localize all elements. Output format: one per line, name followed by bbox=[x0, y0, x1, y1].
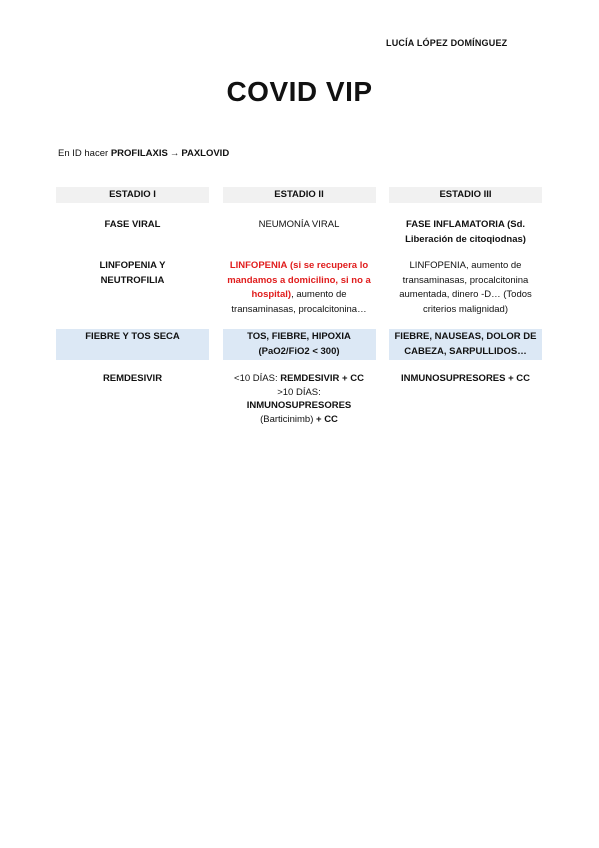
treatment-lt10-drug: REMDESIVIR + CC bbox=[280, 373, 364, 384]
intro-prefix: En ID hacer bbox=[58, 148, 109, 159]
table-row-symptoms bbox=[56, 329, 542, 360]
intro-action: PROFILAXIS bbox=[110, 148, 168, 159]
labs-stage-1: LINFOPENIA Y NEUTROFILIA bbox=[99, 260, 166, 286]
treatment-stage-2-line-2 bbox=[225, 386, 374, 413]
treatment-stage-2-line-1 bbox=[225, 372, 374, 386]
table-row-phase bbox=[56, 218, 542, 247]
phase-stage-3: FASE INFLAMATORIA (Sd. Liberación de citoqiodnas) bbox=[405, 219, 526, 245]
treatment-gt10-drug: INMUNOSUPRESORES bbox=[246, 400, 352, 411]
intro-line bbox=[58, 148, 229, 159]
treatment-stage-3: INMUNOSUPRESORES + CC bbox=[400, 373, 531, 384]
treatment-stage-2-line-3 bbox=[225, 413, 374, 427]
table-header-row bbox=[56, 187, 542, 203]
table-row-labs bbox=[56, 259, 542, 317]
treatment-gt10-cc: + CC bbox=[313, 413, 338, 425]
header-stage-1: ESTADIO I bbox=[56, 187, 209, 203]
treatment-gt10-label: >10 DÍAS: bbox=[277, 386, 321, 398]
treatment-stage-1: REMDESIVIR bbox=[102, 373, 163, 384]
author-name: LUCÍA LÓPEZ DOMÍNGUEZ bbox=[386, 38, 508, 48]
symptoms-stage-2: TOS, FIEBRE, HIPOXIA (PaO2/FiO2 < 300) bbox=[223, 329, 376, 360]
document-title: COVID VIP bbox=[226, 76, 373, 107]
arrow-right-icon: → bbox=[169, 148, 180, 159]
labs-stage-2-highlight: LINFOPENIA bbox=[229, 260, 288, 271]
treatment-gt10-example: (Barticinimb) bbox=[260, 413, 314, 425]
labs-stage-2-note: (si se recupera lo mandamos a domicilino, si no a hospital) bbox=[227, 260, 371, 300]
symptoms-stage-3: FIEBRE, NAUSEAS, DOLOR DE CABEZA, SARPULLIDOS… bbox=[389, 329, 542, 360]
treatment-lt10-label: <10 DÍAS: bbox=[234, 373, 281, 384]
symptoms-stage-1: FIEBRE Y TOS SECA bbox=[56, 329, 209, 360]
header-stage-2: ESTADIO II bbox=[223, 187, 376, 203]
phase-stage-1: FASE VIRAL bbox=[104, 219, 161, 230]
labs-stage-3: LINFOPENIA, aumento de transaminasas, procalcitonina aumentada, dinero -D… (Todos criterios malignidad) bbox=[399, 260, 532, 315]
table-row-treatment bbox=[56, 372, 542, 426]
intro-drug: PAXLOVID bbox=[181, 148, 230, 159]
header-stage-3: ESTADIO III bbox=[389, 187, 542, 203]
phase-stage-2: NEUMONÍA VIRAL bbox=[258, 219, 340, 230]
labs-stage-2 bbox=[223, 259, 376, 317]
treatment-stage-2 bbox=[223, 372, 376, 426]
labs-stage-2-rest: , aumento de transaminasas, procalcitonina… bbox=[231, 289, 367, 315]
stages-table bbox=[56, 187, 542, 426]
